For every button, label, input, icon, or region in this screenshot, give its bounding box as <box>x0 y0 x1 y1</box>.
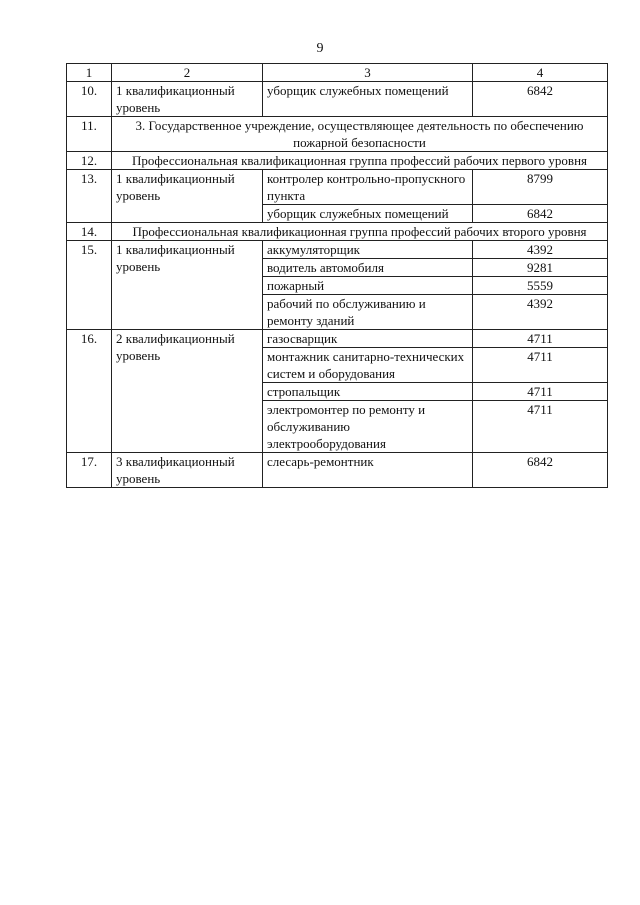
salary-value: 6842 <box>473 453 608 488</box>
row-number: 12. <box>67 152 112 170</box>
table-row <box>67 223 608 241</box>
header-cell: 4 <box>473 64 608 82</box>
table-row <box>67 453 608 488</box>
profession-title: аккумуляторщик <box>263 241 473 259</box>
row-number: 11. <box>67 117 112 152</box>
salary-value: 4392 <box>473 241 608 259</box>
salary-value: 6842 <box>473 82 608 117</box>
table-row <box>67 170 608 205</box>
qualification-level: 2 квалификационный уровень <box>112 330 263 453</box>
header-cell: 3 <box>263 64 473 82</box>
profession-title: электромонтер по ремонту и обслуживанию электрооборудования <box>263 401 473 453</box>
qualification-level: 3 квалификационный уровень <box>112 453 263 488</box>
row-number: 15. <box>67 241 112 330</box>
salary-value: 4711 <box>473 383 608 401</box>
salary-value: 4711 <box>473 401 608 453</box>
profession-title: водитель автомобиля <box>263 259 473 277</box>
table-row <box>67 330 608 348</box>
qualification-level: 1 квалификационный уровень <box>112 82 263 117</box>
row-number: 13. <box>67 170 112 223</box>
salary-value: 4711 <box>473 348 608 383</box>
salary-value: 6842 <box>473 205 608 223</box>
profession-title: рабочий по обслуживанию и ремонту зданий <box>263 295 473 330</box>
profession-title: пожарный <box>263 277 473 295</box>
salary-value: 9281 <box>473 259 608 277</box>
group-heading: Профессиональная квалификационная группа профессий рабочих первого уровня <box>112 152 608 170</box>
table-header-row <box>67 64 608 82</box>
section-heading: 3. Государственное учреждение, осуществляющее деятельность по обеспечению пожарной безопасности <box>112 117 608 152</box>
profession-title: слесарь-ремонтник <box>263 453 473 488</box>
group-heading: Профессиональная квалификационная группа профессий рабочих второго уровня <box>112 223 608 241</box>
salary-value: 5559 <box>473 277 608 295</box>
qualification-level: 1 квалификационный уровень <box>112 241 263 330</box>
row-number: 16. <box>67 330 112 453</box>
profession-title: уборщик служебных помещений <box>263 205 473 223</box>
header-cell: 2 <box>112 64 263 82</box>
profession-title: монтажник санитарно-технических систем и оборудования <box>263 348 473 383</box>
profession-title: газосварщик <box>263 330 473 348</box>
row-number: 10. <box>67 82 112 117</box>
table-row <box>67 117 608 152</box>
table-row <box>67 152 608 170</box>
page-number: 9 <box>316 41 324 56</box>
profession-title: стропальщик <box>263 383 473 401</box>
table-row <box>67 82 608 117</box>
salary-value: 4392 <box>473 295 608 330</box>
salary-value: 4711 <box>473 330 608 348</box>
row-number: 14. <box>67 223 112 241</box>
qualification-level: 1 квалификационный уровень <box>112 170 263 223</box>
row-number: 17. <box>67 453 112 488</box>
table-row <box>67 241 608 259</box>
profession-title: контролер контрольно-пропускного пункта <box>263 170 473 205</box>
salary-table <box>66 63 608 488</box>
header-cell: 1 <box>67 64 112 82</box>
profession-title: уборщик служебных помещений <box>263 82 473 117</box>
salary-value: 8799 <box>473 170 608 205</box>
